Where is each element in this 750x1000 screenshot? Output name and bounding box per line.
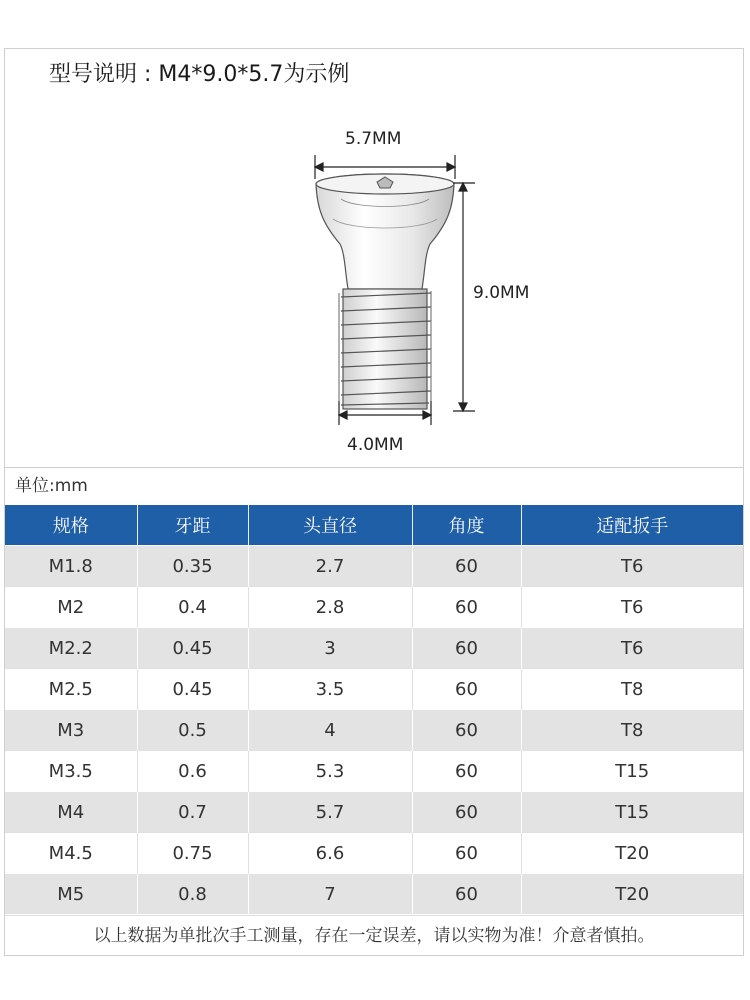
cell-angle: 60: [412, 669, 521, 710]
cell-angle: 60: [412, 792, 521, 833]
cell-head-diameter: 4: [248, 710, 412, 751]
cell-spec: M2.2: [5, 628, 137, 669]
screw-diagram-panel: [5, 49, 743, 468]
cell-pitch: 0.75: [137, 833, 248, 874]
cell-spec: M3.5: [5, 751, 137, 792]
cell-angle: 60: [412, 710, 521, 751]
cell-spec: M4: [5, 792, 137, 833]
disclaimer-note: 以上数据为单批次手工测量，存在一定误差，请以实物为准！介意者慎拍。: [5, 915, 743, 956]
cell-wrench: T15: [521, 751, 743, 792]
cell-head-diameter: 2.7: [248, 546, 412, 587]
table-row: [5, 833, 743, 874]
cell-angle: 60: [412, 833, 521, 874]
head-width-label: 5.7MM: [345, 129, 402, 149]
cell-head-diameter: 2.8: [248, 587, 412, 628]
table-row: [5, 669, 743, 710]
cell-head-diameter: 5.7: [248, 792, 412, 833]
cell-pitch: 0.8: [137, 874, 248, 915]
cell-spec: M2.5: [5, 669, 137, 710]
table-row: [5, 546, 743, 587]
spec-table: [5, 505, 743, 914]
header-spec: 规格: [5, 505, 137, 546]
screw-thread: [339, 289, 431, 409]
header-wrench: 适配扳手: [521, 505, 743, 546]
spec-table-header: [5, 505, 743, 546]
screw-head: [316, 174, 454, 289]
cell-head-diameter: 5.3: [248, 751, 412, 792]
cell-pitch: 0.45: [137, 628, 248, 669]
cell-spec: M4.5: [5, 833, 137, 874]
product-spec-card: [4, 48, 744, 956]
cell-wrench: T6: [521, 546, 743, 587]
cell-pitch: 0.45: [137, 669, 248, 710]
table-row: [5, 628, 743, 669]
table-row: [5, 587, 743, 628]
length-dimension: [453, 183, 475, 411]
cell-spec: M1.8: [5, 546, 137, 587]
cell-angle: 60: [412, 546, 521, 587]
cell-spec: M2: [5, 587, 137, 628]
table-row: [5, 874, 743, 915]
table-row: [5, 751, 743, 792]
cell-spec: M5: [5, 874, 137, 915]
header-angle: 角度: [412, 505, 521, 546]
cell-angle: 60: [412, 751, 521, 792]
cell-head-diameter: 3.5: [248, 669, 412, 710]
header-head-diameter: 头直径: [248, 505, 412, 546]
cell-head-diameter: 7: [248, 874, 412, 915]
cell-wrench: T6: [521, 628, 743, 669]
length-label: 9.0MM: [473, 283, 530, 303]
cell-spec: M3: [5, 710, 137, 751]
cell-pitch: 0.5: [137, 710, 248, 751]
cell-angle: 60: [412, 874, 521, 915]
cell-head-diameter: 3: [248, 628, 412, 669]
table-row: [5, 792, 743, 833]
cell-wrench: T20: [521, 833, 743, 874]
cell-pitch: 0.4: [137, 587, 248, 628]
cell-angle: 60: [412, 628, 521, 669]
cell-wrench: T8: [521, 669, 743, 710]
cell-wrench: T6: [521, 587, 743, 628]
unit-label: 单位:mm: [15, 476, 88, 496]
cell-wrench: T8: [521, 710, 743, 751]
cell-pitch: 0.6: [137, 751, 248, 792]
cell-pitch: 0.7: [137, 792, 248, 833]
thread-width-label: 4.0MM: [347, 435, 404, 455]
header-pitch: 牙距: [137, 505, 248, 546]
cell-head-diameter: 6.6: [248, 833, 412, 874]
cell-angle: 60: [412, 587, 521, 628]
cell-wrench: T20: [521, 874, 743, 915]
screw-drawing: [5, 49, 743, 467]
table-row: [5, 710, 743, 751]
cell-pitch: 0.35: [137, 546, 248, 587]
model-caption: 型号说明 : M4*9.0*5.7为示例: [49, 62, 350, 87]
cell-wrench: T15: [521, 792, 743, 833]
